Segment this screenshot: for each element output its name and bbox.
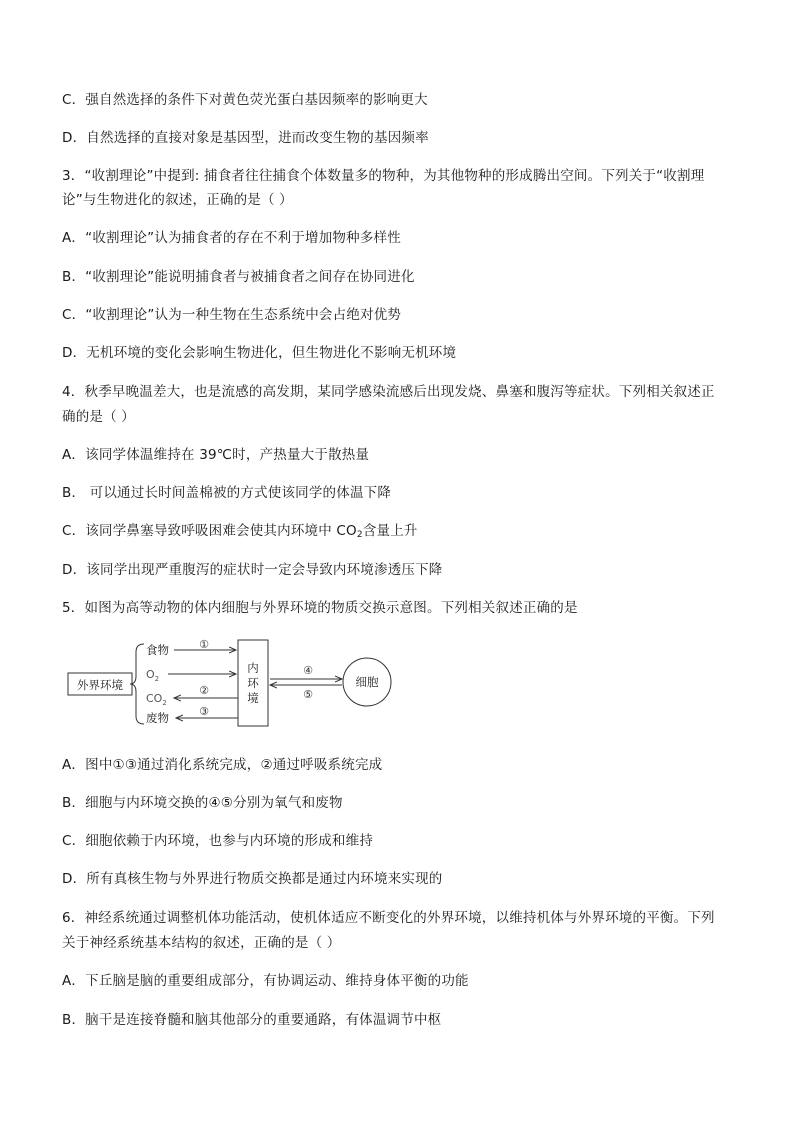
o2-label: $O_2$ xyxy=(146,668,160,683)
brace xyxy=(130,644,144,724)
cell-label: 细胞 xyxy=(355,675,379,689)
co2-label: $CO_2$ xyxy=(146,692,167,707)
q4-option-c-subscript: 2 xyxy=(356,530,363,540)
number-4: ④ xyxy=(303,664,313,677)
q3-option-d: D．无机环境的变化会影响生物进化，但生物进化不影响无机环境 xyxy=(62,345,457,361)
exchange-diagram xyxy=(62,632,402,732)
q3-option-b: B．“收割理论”能说明捕食者与被捕食者之间存在协同进化 xyxy=(62,269,415,285)
q2-option-c: C．强自然选择的条件下对黄色荧光蛋白基因频率的影响更大 xyxy=(62,92,428,108)
number-2: ② xyxy=(199,684,209,697)
q5-stem: 5．如图为高等动物的体内细胞与外界环境的物质交换示意图。下列相关叙述正确的是 xyxy=(62,600,578,616)
internal-environment-label-2: 环 xyxy=(247,676,259,690)
internal-environment-label-3: 境 xyxy=(247,691,259,705)
q3-option-a: A．“收割理论”认为捕食者的存在不利于增加物种多样性 xyxy=(62,230,401,246)
q5-option-d: D．所有真核生物与外界进行物质交换都是通过内环境来实现的 xyxy=(62,871,443,887)
q4-option-a: A．该同学体温维持在 39℃时，产热量大于散热量 xyxy=(62,447,370,463)
q4-option-d: D．该同学出现严重腹泻的症状时一定会导致内环境渗透压下降 xyxy=(62,562,443,578)
q4-option-c-text-end: 含量上升 xyxy=(362,523,418,539)
waste-label: 废物 xyxy=(146,711,169,725)
q5-option-a: A．图中①③通过消化系统完成，②通过呼吸系统完成 xyxy=(62,757,383,773)
number-3: ③ xyxy=(199,705,209,718)
q5-option-b: B．细胞与内环境交换的④⑤分别为氧气和废物 xyxy=(62,795,343,811)
q4-option-c xyxy=(62,522,418,544)
number-1: ① xyxy=(199,638,209,651)
internal-environment-label-1: 内 xyxy=(247,661,259,675)
q6-stem-line-1: 6．神经系统通过调整机体功能活动，使机体适应不断变化的外界环境，以维持机体与外界环境的平衡。下列 xyxy=(62,910,715,926)
q4-option-c-text: C．该同学鼻塞导致呼吸困难会使其内环境中 CO xyxy=(62,523,357,539)
q4-stem-line-2: 确的是（ ） xyxy=(62,409,135,425)
q4-stem-line-1: 4．秋季早晚温差大，也是流感的高发期，某同学感染流感后出现发烧、鼻塞和腹泻等症状。下列相关叙述正 xyxy=(62,384,715,400)
food-label: 食物 xyxy=(146,643,169,657)
q3-option-c: C．“收割理论”认为一种生物在生态系统中会占绝对优势 xyxy=(62,307,402,323)
q2-option-d: D．自然选择的直接对象是基因型，进而改变生物的基因频率 xyxy=(62,130,429,146)
q5-option-c: C．细胞依赖于内环境，也参与内环境的形成和维持 xyxy=(62,833,374,849)
q3-stem-line-2: 论”与生物进化的叙述，正确的是（ ） xyxy=(62,192,293,208)
q4-option-b: B． 可以通过长时间盖棉被的方式使该同学的体温下降 xyxy=(62,485,392,501)
q6-option-a: A．下丘脑是脑的重要组成部分，有协调运动、维持身体平衡的功能 xyxy=(62,973,469,989)
external-environment-label: 外界环境 xyxy=(77,678,123,692)
q3-stem-line-1: 3．“收割理论”中提到: 捕食者往往捕食个体数量多的物种，为其他物种的形成腾出空间。下列关于“收割理 xyxy=(62,168,705,184)
q6-option-b: B．脑干是连接脊髓和脑其他部分的重要通路，有体温调节中枢 xyxy=(62,1012,442,1028)
q6-stem-line-2: 关于神经系统基本结构的叙述，正确的是（ ） xyxy=(62,935,341,951)
number-5: ⑤ xyxy=(303,688,313,701)
